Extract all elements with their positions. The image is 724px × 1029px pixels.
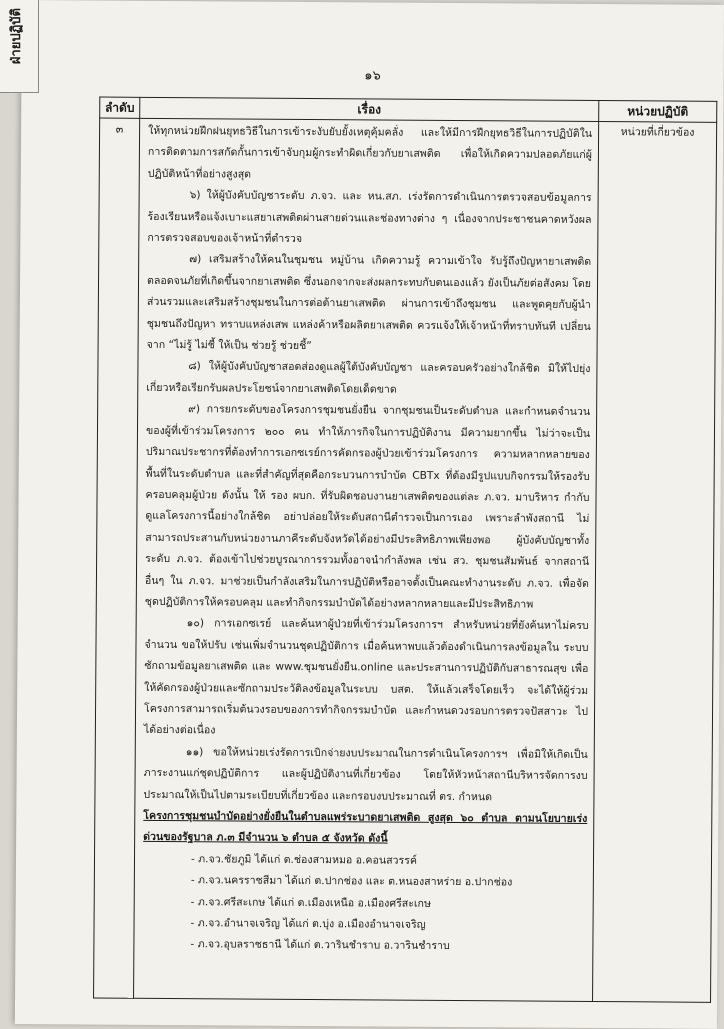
paragraph-1: ให้ทุกหน่วยฝึกฝนยุทธวิธีในการเข้าระงับยับยั้งเหตุคุ้มคลั่ง และให้มีการฝึกยุทธวิธีในการปฏิบัติในการติดตามการสกัดกั้นการเข้าจับกุมผู้กระทำผิดเกี่ยวกับยาเสพติด เพื่อให้เกิดความปลอดภัยแก่ผู้ปฏิบัติหน้าที่อย่างสูงสุด bbox=[147, 124, 593, 181]
paragraph-10: ๑๐) การเอกซเรย์ และค้นหาผู้ป่วยที่เข้าร่วมโครงการฯ สำหรับหน่วยที่ยังค้นหาไม่ครบจำนวน ขอให้ปรับ เช่นเพิ่มจำนวนชุดปฏิบัติการ เมื่อค้นหาพบแล้วต้องดำเนินการลงข้อมูลใน ระบบซักถามข้อมูลยาเสพติด และ www.ชุมชนยั่งยืน.online และประสานการปฏิบัติกับสาธารณสุข เพื่อให้คัดกรองผู้ป่วยและซักถามประวัติลงข้อมูลในระบบ บสต. ให้แล้วเสร็จโดยเร็ว จะได้ให้ผู้ร่วมโครงการสามารถเริ่มต้นวงรอบของการทำกิจกรรมบำบัด และกำหนดวงรอบการตรวจปัสสาวะ ไปได้อย่างต่อเนื่อง bbox=[143, 617, 589, 737]
header-order: ลำดับ bbox=[100, 97, 140, 118]
project-heading: โครงการชุมชนบำบัดอย่างยั่งยืนในตำบลแพร่ระบาดยาเสพติด สูงสุด ๖๐ ตำบล ตามนโยบายเร่งด่วนของรัฐบาล ภ.๓ มีจำนวน ๖ ตำบล ๕ จังหวัด ดังนี้ bbox=[143, 809, 588, 845]
header-subject: เรื่อง bbox=[140, 97, 599, 121]
list-item: - ภ.จว.อำนาจเจริญ ได้แก่ ต.บุ่ง อ.เมืองอำนาจเจริญ bbox=[190, 917, 426, 931]
list-item: - ภ.จว.ศรีสะเกษ ได้แก่ ต.เมืองเหนือ อ.เมืองศรีสะเกษ bbox=[190, 895, 432, 910]
page-number: ๑๖ bbox=[364, 68, 381, 84]
paragraph-8: ๘) ให้ผู้บังคับบัญชาสอดส่องดูแลผู้ใต้บังคับบัญชา และครอบครัวอย่างใกล้ชิด มิให้ไปยุ่งเกี่ยวหรือเรียกรับผลประโยชน์จากยาเสพติดโดยเด็ดขาด bbox=[146, 360, 591, 396]
paragraph-9: ๙) การยกระดับของโครงการชุมชนยั่งยืน จากชุมชนเป็นระดับตำบล และกำหนดจำนวนของผู้ที่เข้าร่วมโครงการ ๒๐๐ คน ทำให้ภารกิจในการปฏิบัติงาน มีความยากขึ้น ไม่ว่าจะเป็นปริมาณประชากรที่ต้องทำการเอกซเรย์การคัดกรองผู้ป่วยเข้าร่วมโครงการ ความหลากหลายของพื้นที่ในระดับตำบล และที่สำคัญที่สุดคือกระบวนการบำบัด CBTx ที่ต้องมีรูปแบบกิจกรรมให้รองรับ ครอบคลุมผู้ป่วย ดังนั้น ให้ รอง ผบก. ที่รับผิดชอบงานยาเสพติดของแต่ละ ภ.จว. มาบริหาร กำกับ ดูแลโครงการนี้อย่างใกล้ชิด อย่าปล่อยให้ระดับสถานีตำรวจเป็นการเอง เพราะลำพังสถานี ไม่สามารถประสานกับหน่วยงานภาคีระดับจังหวัดได้อย่างมีประสิทธิภาพเพียงพอ ผู้บังคับบัญชาทั้งระดับ ภ.จว. ต้องเข้าไปช่วยบูรณาการรวมทั้งอาจนำกำลังพล เช่น สว. ชุมชนสัมพันธ์ จากสถานีอื่นๆ ใน ภ.จว. มาช่วยเป็นกำลังเสริมในการปฏิบัติหรืออาจตั้งเป็นคณะทำงานระดับ ภ.จว. เพื่อจัดชุดปฏิบัติการให้ครอบคลุม และทำกิจกรรมบำบัดได้อย่างหลากหลายและมีประสิทธิภาพ bbox=[144, 403, 591, 611]
row-number: ๓ bbox=[94, 118, 140, 998]
folder-tab-label: ฝ่ายปฏิบัติ bbox=[9, 8, 24, 65]
list-item: - ภ.จว.ชัยภูมิ ได้แก่ ต.ช่องสามหมอ อ.คอนสวรรค์ bbox=[190, 853, 418, 867]
document-page bbox=[15, 0, 724, 1029]
unit-cell: หน่วยที่เกี่ยวข้อง bbox=[593, 122, 717, 1003]
list-item: - ภ.จว.อุบลราชธานี ได้แก่ ต.วารินชำราบ อ.วารินชำราบ bbox=[190, 938, 450, 953]
list-item: - ภ.จว.นครราชสีมา ได้แก่ ต.ปากช่อง และ ต.หนองสาหร่าย อ.ปากช่อง bbox=[190, 874, 513, 889]
subject-cell bbox=[134, 118, 599, 1001]
paragraph-6: ๖) ให้ผู้บังคับบัญชาระดับ ภ.จว. และ หน.สภ. เร่งรัดการดำเนินการตรวจสอบข้อมูลการร้องเรียนหรือแจ้งเบาะแสยาเสพติดผ่านสายด่วนและช่องทางต่าง ๆ เนื่องจากประชาชนคาดหวังผลการตรวจสอบของเจ้าหน้าที่ตำรวจ bbox=[147, 189, 592, 245]
paragraph-11: ๑๑) ขอให้หน่วยเร่งรัดการเบิกจ่ายงบประมาณในการดำเนินโครงการฯ เพื่อมิให้เกิดเป็นภาระงานแก่ชุดปฏิบัติการ และผู้ปฏิบัติงานที่เกี่ยวข้อง โดยให้หัวหน้าสถานีบริหารจัดการงบประมาณให้เป็นไปตามระเบียบที่เกี่ยวข้อง และกรอบงบประมาณที่ ตร. กำหนด bbox=[143, 745, 588, 803]
header-unit: หน่วยปฏิบัติ bbox=[599, 101, 717, 123]
directive-table bbox=[93, 97, 717, 1003]
paragraph-7: ๗) เสริมสร้างให้คนในชุมชน หมู่บ้าน เกิดความรู้ ความเข้าใจ รับรู้ถึงปัญหายาเสพติดตลอดจนภัยที่เกิดขึ้นจากยาเสพติด ซึ่งนอกจากจะส่งผลกระทบกับตนเองแล้ว ยังเป็นภัยต่อสังคม โดยส่วนรวมและเสริมสร้างชุมชนในการต่อต้านยาเสพติด ผ่านการเข้าถึงชุมชน และพูดคุยกับผู้นำชุมชนถึงปัญหา ทราบแหล่งเสพ แหล่งค้าหรือผลิตยาเสพติด ควรแจ้งให้เจ้าหน้าที่ทราบทันที เปลี่ยนจาก “ไม่รู้ ไม่ชี้ ให้เป็น ช่วยรู้ ช่วยชี้” bbox=[146, 253, 592, 353]
table-row bbox=[94, 118, 717, 1002]
folder-tab bbox=[0, 0, 39, 93]
